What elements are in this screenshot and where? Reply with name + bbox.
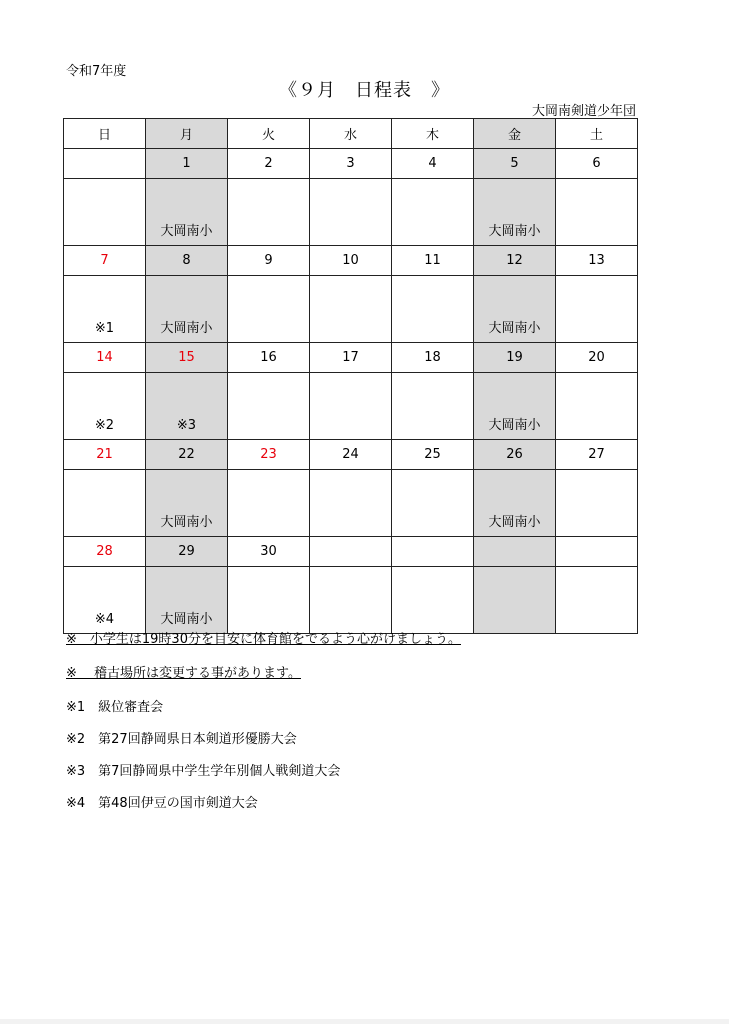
schedule-calendar: [63, 118, 638, 634]
event-row: [64, 179, 638, 246]
footnote: ※2 第27回静岡県日本剣道形優勝大会: [66, 732, 297, 747]
date-cell: [474, 537, 556, 567]
date-cell: 3: [310, 149, 392, 179]
event-cell: [310, 179, 392, 246]
date-cell: 18: [392, 343, 474, 373]
event-row: [64, 567, 638, 634]
date-cell: 9: [228, 246, 310, 276]
date-cell: [556, 537, 638, 567]
notice-line: ※ 小学生は19時30分を目安に体育館をでるよう心がけましょう。: [66, 632, 461, 647]
event-cell: 大岡南小: [146, 567, 228, 634]
weekday-header-row: [64, 119, 638, 149]
event-cell: [392, 470, 474, 537]
event-cell: 大岡南小: [146, 470, 228, 537]
date-cell: 1: [146, 149, 228, 179]
organization-name: 大岡南剣道少年団: [531, 104, 636, 119]
event-cell: [228, 276, 310, 343]
date-cell: 4: [392, 149, 474, 179]
event-cell: [64, 470, 146, 537]
page-title: 《９月 日程表 》: [279, 80, 450, 101]
weekday-header: 月: [146, 119, 228, 149]
event-cell: [392, 373, 474, 440]
event-cell: ※4: [64, 567, 146, 634]
date-cell: [392, 537, 474, 567]
event-cell: [64, 179, 146, 246]
date-cell: 29: [146, 537, 228, 567]
event-cell: [228, 179, 310, 246]
weekday-header: 火: [228, 119, 310, 149]
date-cell: 24: [310, 440, 392, 470]
date-cell: 8: [146, 246, 228, 276]
date-cell: 7: [64, 246, 146, 276]
event-cell: [228, 373, 310, 440]
event-row: [64, 470, 638, 537]
date-cell: 23: [228, 440, 310, 470]
event-cell: 大岡南小: [146, 276, 228, 343]
date-row: [64, 149, 638, 179]
date-cell: 10: [310, 246, 392, 276]
date-cell: 12: [474, 246, 556, 276]
date-row: [64, 246, 638, 276]
event-cell: 大岡南小: [474, 276, 556, 343]
date-cell: 16: [228, 343, 310, 373]
event-cell: [556, 567, 638, 634]
weekday-header: 日: [64, 119, 146, 149]
event-cell: [310, 470, 392, 537]
event-cell: [310, 276, 392, 343]
event-cell: ※3: [146, 373, 228, 440]
event-cell: [392, 276, 474, 343]
event-row: [64, 276, 638, 343]
date-cell: 30: [228, 537, 310, 567]
weekday-header: 金: [474, 119, 556, 149]
date-cell: 19: [474, 343, 556, 373]
date-cell: 2: [228, 149, 310, 179]
event-cell: 大岡南小: [474, 373, 556, 440]
event-row: [64, 373, 638, 440]
date-cell: 15: [146, 343, 228, 373]
event-cell: [310, 567, 392, 634]
event-cell: [556, 470, 638, 537]
date-cell: 5: [474, 149, 556, 179]
event-cell: [556, 276, 638, 343]
date-cell: 17: [310, 343, 392, 373]
weekday-header: 土: [556, 119, 638, 149]
event-cell: [310, 373, 392, 440]
event-cell: [392, 567, 474, 634]
date-cell: 14: [64, 343, 146, 373]
footnote: ※4 第48回伊豆の国市剣道大会: [66, 796, 258, 811]
fiscal-year: 令和7年度: [66, 64, 127, 79]
notice-line: ※ 稽古場所は変更する事があります。: [66, 666, 301, 681]
date-cell: 26: [474, 440, 556, 470]
date-cell: [64, 149, 146, 179]
date-cell: 6: [556, 149, 638, 179]
event-cell: [228, 470, 310, 537]
weekday-header: 木: [392, 119, 474, 149]
event-cell: [228, 567, 310, 634]
date-cell: 11: [392, 246, 474, 276]
date-row: [64, 440, 638, 470]
date-row: [64, 343, 638, 373]
event-cell: [556, 179, 638, 246]
event-cell: [474, 567, 556, 634]
event-cell: ※1: [64, 276, 146, 343]
date-cell: [310, 537, 392, 567]
event-cell: [556, 373, 638, 440]
page-bottom-edge: [0, 1019, 729, 1024]
footnote: ※3 第7回静岡県中学生学年別個人戦剣道大会: [66, 764, 341, 779]
date-cell: 21: [64, 440, 146, 470]
date-cell: 25: [392, 440, 474, 470]
event-cell: ※2: [64, 373, 146, 440]
footnote: ※1 級位審査会: [66, 700, 164, 715]
weekday-header: 水: [310, 119, 392, 149]
date-cell: 27: [556, 440, 638, 470]
date-cell: 22: [146, 440, 228, 470]
event-cell: 大岡南小: [146, 179, 228, 246]
date-cell: 13: [556, 246, 638, 276]
event-cell: [392, 179, 474, 246]
event-cell: 大岡南小: [474, 470, 556, 537]
date-row: [64, 537, 638, 567]
notes: [66, 628, 461, 824]
date-cell: 20: [556, 343, 638, 373]
date-cell: 28: [64, 537, 146, 567]
event-cell: 大岡南小: [474, 179, 556, 246]
